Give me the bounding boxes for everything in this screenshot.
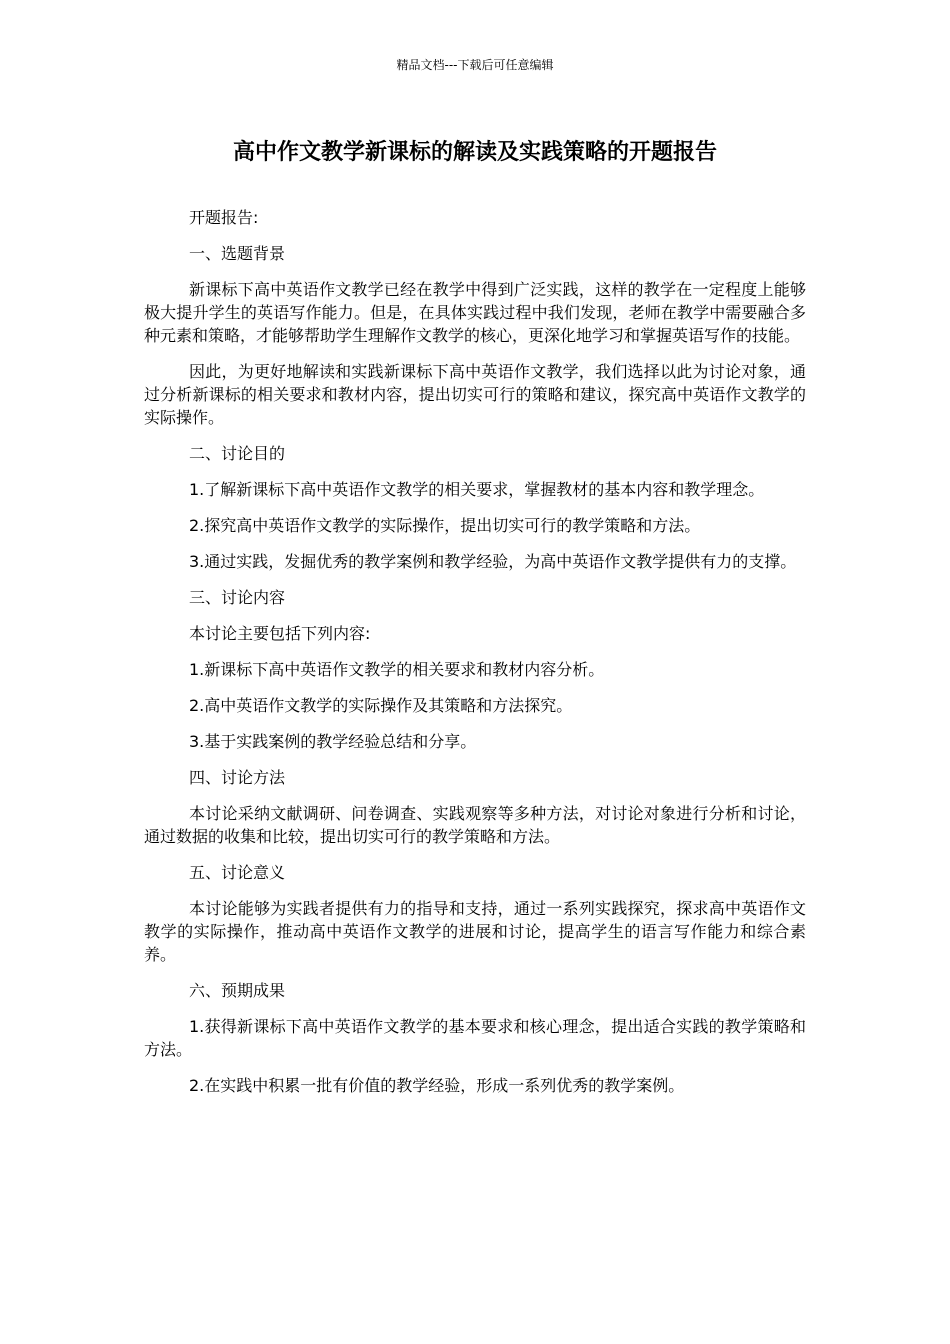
section-heading: 二、讨论目的: [189, 444, 286, 463]
section-heading: 五、讨论意义: [189, 863, 286, 882]
section-heading: 六、预期成果: [189, 981, 286, 1000]
document-title: 高中作文教学新课标的解读及实践策略的开题报告: [232, 140, 717, 165]
section-heading: 一、选题背景: [189, 244, 286, 263]
list-item: 2.在实践中积累一批有价值的教学经验，形成一系列优秀的教学案例。: [189, 1076, 685, 1095]
paragraph: 开题报告:: [189, 208, 259, 227]
list-item: 3.基于实践案例的教学经验总结和分享。: [189, 732, 477, 751]
list-item: 1.了解新课标下高中英语作文教学的相关要求，掌握教材的基本内容和教学理念。: [189, 480, 765, 499]
list-item: 2.高中英语作文教学的实际操作及其策略和方法探究。: [189, 696, 573, 715]
document-body: [144, 206, 806, 1110]
list-item: 2.探究高中英语作文教学的实际操作，提出切实可行的教学策略和方法。: [189, 516, 701, 535]
page-header: 精品文档---下载后可任意编辑: [396, 58, 554, 72]
paragraph: 因此，为更好地解读和实践新课标下高中英语作文教学，我们选择以此为讨论对象，通过分析新课标的相关要求和教材内容，提出切实可行的策略和建议，探究高中英语作文教学的实际操作。: [144, 362, 806, 427]
paragraph: 本讨论采纳文献调研、问卷调查、实践观察等多种方法，对讨论对象进行分析和讨论，通过数据的收集和比较，提出切实可行的教学策略和方法。: [144, 804, 806, 846]
paragraph: 本讨论主要包括下列内容:: [189, 624, 371, 643]
paragraph: 本讨论能够为实践者提供有力的指导和支持，通过一系列实践探究，探求高中英语作文教学的实际操作，推动高中英语作文教学的进展和讨论，提高学生的语言写作能力和综合素养。: [144, 899, 806, 964]
paragraph: 新课标下高中英语作文教学已经在教学中得到广泛实践，这样的教学在一定程度上能够极大提升学生的英语写作能力。但是，在具体实践过程中我们发现，老师在教学中需要融合多种元素和策略，才能够帮助学生理解作文教学的核心，更深化地学习和掌握英语写作的技能。: [144, 280, 806, 345]
list-item: 1.新课标下高中英语作文教学的相关要求和教材内容分析。: [189, 660, 605, 679]
list-item: 1.获得新课标下高中英语作文教学的基本要求和核心理念，提出适合实践的教学策略和方法。: [144, 1017, 806, 1059]
section-heading: 四、讨论方法: [189, 768, 286, 787]
list-item: 3.通过实践，发掘优秀的教学案例和教学经验，为高中英语作文教学提供有力的支撑。: [189, 552, 797, 571]
section-heading: 三、讨论内容: [189, 588, 286, 607]
